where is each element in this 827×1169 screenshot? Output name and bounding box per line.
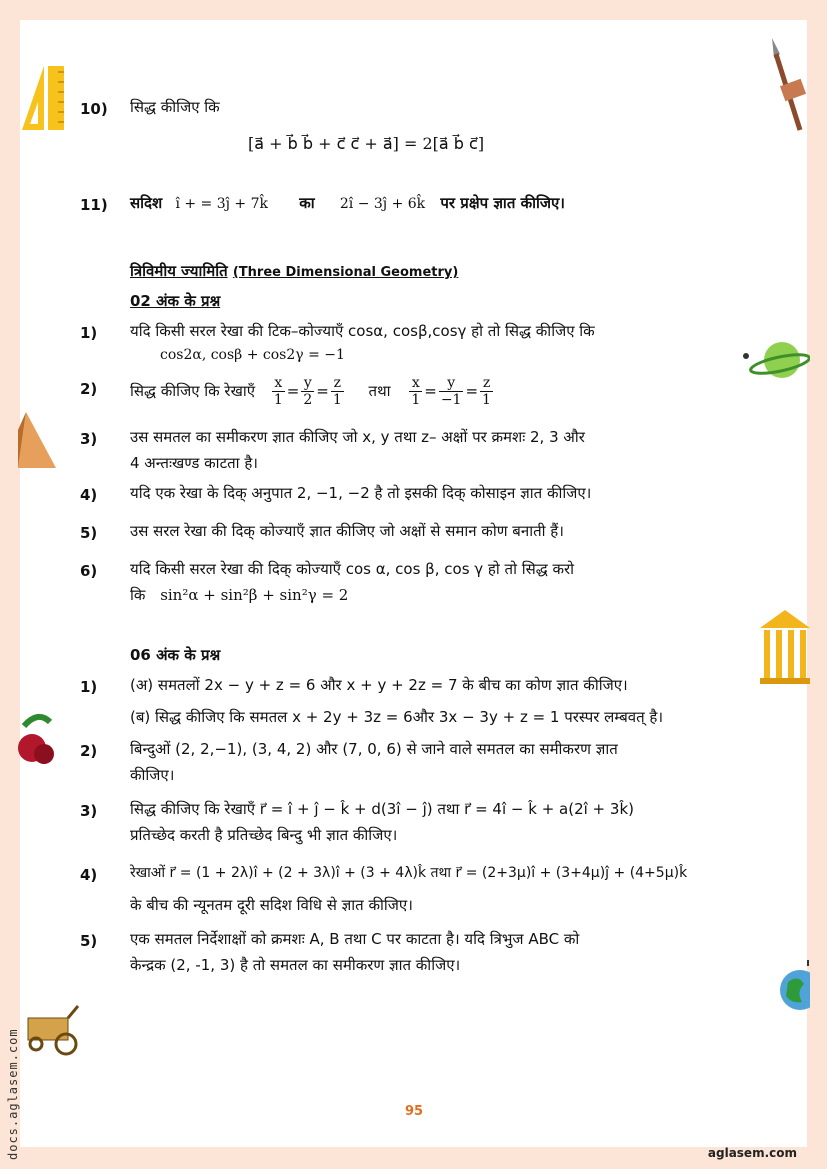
- question-text: एक समतल निर्देशाक्षों को क्रमशः A, B तथा C पर काटता है। यदि त्रिभुज ABC को: [130, 930, 580, 948]
- text-part: कि: [130, 586, 146, 604]
- numerator: z: [331, 375, 344, 392]
- vector-b: 2î − 3ĵ + 6k̂: [339, 196, 426, 212]
- question-number: 10): [80, 100, 108, 118]
- text-part: तथा: [368, 382, 391, 400]
- question-text: रेखाओं r⃗ = (1 + 2λ)î + (2 + 3λ)î + (3 + 4λ)k̂ तथा r⃗ = (2+3μ)î + (3+4μ)ĵ + (4+5μ)k̂: [130, 865, 688, 881]
- question-text: उस सरल रेखा की दिक् कोज्याएँ ज्ञात कीजिए जो अक्षों से समान कोण बनाती हैं।: [130, 522, 564, 540]
- question-text: बिन्दुओं (2, 2,−1), (3, 4, 2) और (7, 0, 6) से जाने वाले समतल का समीकरण ज्ञात: [130, 740, 618, 758]
- denominator: 1: [332, 392, 342, 408]
- question-number: 2): [80, 742, 98, 760]
- denominator: 2: [303, 392, 313, 408]
- text-part: सदिश: [130, 194, 163, 212]
- question-text: सिद्ध कीजिए कि रेखाएँ r⃗ = î + ĵ − k̂ + d(3î − ĵ) तथा r⃗ = 4î − k̂ + a(2î + 3k̂): [130, 800, 634, 818]
- pyramid-icon: [18, 410, 58, 470]
- fraction: [439, 375, 464, 408]
- watermark: docs.aglasem.com: [6, 1028, 20, 1160]
- question-number: 3): [80, 802, 98, 820]
- planet-icon: [742, 336, 810, 384]
- fraction: [272, 375, 285, 408]
- temple-icon: [760, 608, 810, 686]
- cart-icon: [18, 1000, 84, 1056]
- subsection-title: 06 अंक के प्रश्न: [130, 646, 221, 664]
- fraction-group-1: $\frac{x}{1}$ = $\frac{y}{2}$ = $\frac{z}{1}$: [273, 375, 342, 408]
- question-text: (अ) समतलों 2x − y + z = 6 और x + y + 2z = 7 के बीच का कोण ज्ञात कीजिए।: [130, 676, 628, 694]
- section-title: [130, 258, 720, 286]
- fraction: [331, 375, 344, 408]
- question-text-cont: (ब) सिद्ध कीजिए कि समतल x + 2y + 3z = 6और 3x − 3y + z = 1 परस्पर लम्बवत् है।: [130, 708, 664, 726]
- denominator: 1: [273, 392, 283, 408]
- question-equation: sin²α + sin²β + sin²γ = 2: [160, 586, 349, 604]
- question-number: 2): [80, 380, 98, 398]
- section-title-hindi: त्रिविमीय ज्यामिति: [130, 262, 228, 280]
- question-number: 4): [80, 866, 98, 884]
- fraction-group-2: $\frac{x}{1}$ = $\frac{y}{-1}$ = $\frac{z}{1}$: [411, 375, 491, 408]
- question-text-cont: [130, 582, 720, 608]
- text-part: पर प्रक्षेप ज्ञात कीजिए।: [440, 194, 565, 212]
- question-number: 5): [80, 932, 98, 950]
- question-number: 5): [80, 524, 98, 542]
- denominator: −1: [440, 392, 462, 408]
- numerator: x: [272, 375, 285, 392]
- question-text: उस समतल का समीकरण ज्ञात कीजिए जो x, y तथा z– अक्षों पर क्रमशः 2, 3 और: [130, 428, 585, 446]
- page-number: 95: [405, 1104, 424, 1119]
- ruler-triangle-icon: [18, 62, 68, 134]
- vector-a: î + = 3ĵ + 7k̂: [175, 196, 268, 212]
- denominator: 1: [411, 392, 421, 408]
- question-text: यदि किसी सरल रेखा की टिक–कोज्याएँ cosα, cosβ,cosγ हो तो सिद्ध कीजिए कि: [130, 322, 595, 340]
- question-text-cont: प्रतिच्छेद करती है प्रतिच्छेद बिन्दु भी ज्ञात कीजिए।: [130, 826, 398, 844]
- fraction: [301, 375, 314, 408]
- question-number: 11): [80, 196, 108, 214]
- question-text-cont: केन्द्रक (2, -1, 3) है तो समतल का समीकरण ज्ञात कीजिए।: [130, 956, 461, 974]
- section-title-english: (Three Dimensional Geometry): [232, 265, 459, 280]
- numerator: y: [301, 375, 314, 392]
- question-text: यदि एक रेखा के दिक् अनुपात 2, −1, −2 है तो इसकी दिक् कोसाइन ज्ञात कीजिए।: [130, 484, 592, 502]
- subsection-title: 02 अंक के प्रश्न: [130, 292, 221, 310]
- question-text: सिद्ध कीजिए कि: [130, 98, 220, 116]
- question-text-cont: 4 अन्तःखण्ड काटता है।: [130, 454, 258, 472]
- globe-icon: [778, 960, 810, 1020]
- question-equation: cos2α, cosβ + cos2γ = −1: [160, 347, 345, 363]
- question-text: [130, 190, 720, 217]
- fruit-icon: [18, 708, 54, 768]
- text-part: का: [299, 194, 315, 212]
- question-number: 1): [80, 678, 98, 696]
- equation: [a⃗ + b⃗ b⃗ + c⃗ c⃗ + a⃗] = 2[a⃗ b⃗ c⃗]: [248, 134, 485, 153]
- question-number: 3): [80, 430, 98, 448]
- numerator: z: [480, 375, 493, 392]
- fraction: [409, 375, 422, 408]
- fraction: [480, 375, 493, 408]
- question-number: 1): [80, 324, 98, 342]
- spear-icon: [766, 36, 810, 134]
- question-text-cont: कीजिए।: [130, 766, 175, 784]
- question-number: 6): [80, 562, 98, 580]
- text-part: सिद्ध कीजिए कि रेखाएँ: [130, 382, 256, 400]
- question-text: [130, 370, 720, 412]
- numerator: x: [409, 375, 422, 392]
- numerator: y: [439, 375, 464, 392]
- denominator: 1: [482, 392, 491, 408]
- question-text: यदि किसी सरल रेखा की दिक् कोज्याएँ cos α, cos β, cos γ हो तो सिद्ध करो: [130, 560, 575, 578]
- site-name: aglasem.com: [707, 1146, 797, 1160]
- question-text-cont: के बीच की न्यूनतम दूरी सदिश विधि से ज्ञात कीजिए।: [130, 896, 413, 914]
- question-number: 4): [80, 486, 98, 504]
